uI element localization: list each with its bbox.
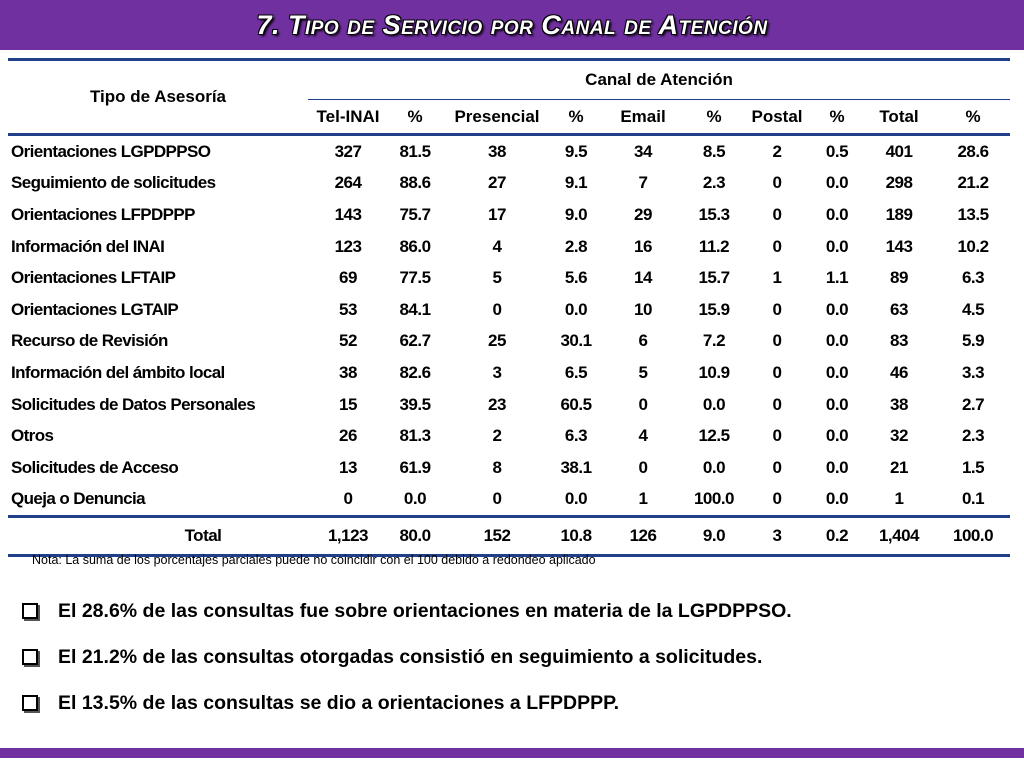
- table-cell: 83: [890, 331, 908, 351]
- table-cell: 21.2: [957, 173, 989, 193]
- table-cell: 13.5: [957, 204, 989, 224]
- table-row: [8, 420, 1010, 452]
- table-cell: 5.9: [961, 331, 985, 351]
- checkbox-square-icon: [22, 695, 38, 711]
- total-cell: 9.0: [686, 517, 742, 556]
- table-cell: 0: [772, 489, 782, 509]
- row-label: Otros: [11, 426, 54, 446]
- table-cell: 21: [890, 457, 908, 477]
- table-cell: 84.1: [399, 299, 431, 319]
- table-cell: 8.5: [702, 141, 726, 161]
- table-row: [8, 452, 1010, 484]
- table-cell: 39.5: [399, 394, 431, 414]
- bottom-bar: [0, 748, 1024, 758]
- total-row: [8, 517, 1010, 556]
- table-cell: 0: [772, 173, 782, 193]
- table-cell: 88.6: [399, 173, 431, 193]
- table-cell: 38: [890, 394, 908, 414]
- table-cell: 0.0: [564, 299, 588, 319]
- table-cell: 0.0: [825, 394, 849, 414]
- total-cell: 10.8: [552, 517, 600, 556]
- table-cell: 81.3: [399, 426, 431, 446]
- checkbox-square-icon: [22, 603, 38, 619]
- column-header: Email: [600, 100, 686, 135]
- bullet-item: [22, 634, 1002, 680]
- total-label: Total: [8, 517, 308, 556]
- table-cell: 30.1: [560, 331, 592, 351]
- table-cell: 0.0: [825, 457, 849, 477]
- table-cell: 81.5: [399, 141, 431, 161]
- table-cell: 0: [772, 457, 782, 477]
- table-cell: 0.0: [403, 489, 427, 509]
- row-label: Orientaciones LFPDPPP: [11, 204, 195, 224]
- table-cell: 15.9: [698, 299, 730, 319]
- table-cell: 4: [492, 236, 502, 256]
- table-cell: 264: [334, 173, 362, 193]
- bullet-text: El 21.2% de las consultas otorgadas consistió en seguimiento a solicitudes.: [58, 645, 763, 668]
- table-cell: 62.7: [399, 331, 431, 351]
- table-cell: 0.0: [825, 236, 849, 256]
- table-cell: 401: [885, 141, 913, 161]
- table-cell: 38: [339, 362, 357, 382]
- table-row: [8, 326, 1010, 358]
- table-cell: 2.3: [702, 173, 726, 193]
- table-cell: 15: [339, 394, 357, 414]
- table-cell: 298: [885, 173, 913, 193]
- table-cell: 29: [634, 204, 652, 224]
- table-cell: 53: [339, 299, 357, 319]
- total-cell: 0.2: [812, 517, 862, 556]
- table-cell: 0.0: [825, 299, 849, 319]
- table-cell: 23: [488, 394, 506, 414]
- column-header: %: [552, 100, 600, 135]
- table-cell: 0: [772, 426, 782, 446]
- table-cell: 6.3: [564, 426, 588, 446]
- table-cell: 60.5: [560, 394, 592, 414]
- table-cell: 6.5: [564, 362, 588, 382]
- table-cell: 89: [890, 268, 908, 288]
- table-cell: 4: [638, 426, 648, 446]
- table-cell: 12.5: [698, 426, 730, 446]
- row-label: Información del INAI: [11, 236, 165, 256]
- table-cell: 0: [492, 489, 502, 509]
- table-cell: 0: [772, 362, 782, 382]
- table-cell: 27: [488, 173, 506, 193]
- table-cell: 15.3: [698, 204, 730, 224]
- table-row: [8, 389, 1010, 421]
- table-cell: 0: [638, 394, 648, 414]
- column-header: Postal: [742, 100, 812, 135]
- table-cell: 52: [339, 331, 357, 351]
- table-cell: 3.3: [961, 362, 985, 382]
- table-cell: 69: [339, 268, 357, 288]
- table-cell: 75.7: [399, 204, 431, 224]
- table-cell: 7: [638, 173, 648, 193]
- table-row: [8, 135, 1010, 168]
- table-cell: 5: [492, 268, 502, 288]
- table-cell: 10: [634, 299, 652, 319]
- group-header: Canal de Atención: [308, 60, 1010, 100]
- table-cell: 189: [885, 204, 913, 224]
- table-row: [8, 199, 1010, 231]
- table-row: [8, 262, 1010, 294]
- table-cell: 0.0: [825, 331, 849, 351]
- table-cell: 0.0: [564, 489, 588, 509]
- bullet-text: El 13.5% de las consultas se dio a orientaciones a LFPDPPP.: [58, 691, 620, 714]
- row-label: Recurso de Revisión: [11, 331, 168, 351]
- table-cell: 6: [638, 331, 648, 351]
- table-row: [8, 484, 1010, 517]
- table-cell: 1: [772, 268, 782, 288]
- title-bar: [0, 0, 1024, 50]
- table-cell: 0.0: [702, 394, 726, 414]
- row-label: Seguimiento de solicitudes: [11, 173, 216, 193]
- table-cell: 0.0: [825, 173, 849, 193]
- table-cell: 4.5: [961, 299, 985, 319]
- table-cell: 143: [334, 204, 362, 224]
- table-cell: 2: [772, 141, 782, 161]
- table-cell: 82.6: [399, 362, 431, 382]
- row-label: Orientaciones LFTAIP: [11, 268, 176, 288]
- table-cell: 25: [488, 331, 506, 351]
- table-body: [8, 135, 1010, 517]
- total-cell: 1,123: [308, 517, 388, 556]
- total-cell: 1,404: [862, 517, 936, 556]
- table-cell: 5.6: [564, 268, 588, 288]
- table-cell: 0: [772, 204, 782, 224]
- table-cell: 2.7: [961, 394, 985, 414]
- table-cell: 38.1: [560, 457, 592, 477]
- table-cell: 0: [772, 331, 782, 351]
- table-cell: 123: [334, 236, 362, 256]
- table-cell: 327: [334, 141, 362, 161]
- table-cell: 0: [638, 457, 648, 477]
- table-cell: 2: [492, 426, 502, 446]
- table-cell: 6.3: [961, 268, 985, 288]
- table-cell: 34: [634, 141, 652, 161]
- total-cell: 152: [442, 517, 552, 556]
- total-cell: 100.0: [936, 517, 1010, 556]
- bullet-item: [22, 588, 1002, 634]
- total-cell: 126: [600, 517, 686, 556]
- row-header: Tipo de Asesoría: [8, 60, 308, 135]
- summary-bullets: [22, 588, 1002, 726]
- table-cell: 10.9: [698, 362, 730, 382]
- row-label: Solicitudes de Datos Personales: [11, 394, 256, 414]
- table-cell: 77.5: [399, 268, 431, 288]
- table-cell: 8: [492, 457, 502, 477]
- column-header: Total: [862, 100, 936, 135]
- table-cell: 28.6: [957, 141, 989, 161]
- table-cell: 0.0: [825, 204, 849, 224]
- table-row: [8, 231, 1010, 263]
- row-label: Información del ámbito local: [11, 362, 225, 382]
- table-cell: 61.9: [399, 457, 431, 477]
- table-row: [8, 357, 1010, 389]
- table-cell: 5: [638, 362, 648, 382]
- table-cell: 14: [634, 268, 652, 288]
- table-cell: 9.0: [564, 204, 588, 224]
- row-label: Orientaciones LGPDPPSO: [11, 141, 211, 161]
- table-cell: 32: [890, 426, 908, 446]
- table-cell: 1: [894, 489, 904, 509]
- table-cell: 0: [772, 236, 782, 256]
- table-cell: 46: [890, 362, 908, 382]
- table-cell: 0.1: [961, 489, 985, 509]
- table-cell: 100.0: [693, 489, 735, 509]
- table-cell: 11.2: [698, 236, 730, 256]
- table-cell: 9.1: [564, 173, 588, 193]
- table-cell: 1.1: [825, 268, 849, 288]
- table-cell: 15.7: [698, 268, 730, 288]
- table-cell: 0: [343, 489, 353, 509]
- checkbox-square-icon: [22, 649, 38, 665]
- data-table-wrap: [8, 58, 1010, 557]
- table-cell: 63: [890, 299, 908, 319]
- table-cell: 0.0: [825, 362, 849, 382]
- table-cell: 16: [634, 236, 652, 256]
- column-header: %: [936, 100, 1010, 135]
- table-cell: 0.0: [702, 457, 726, 477]
- table-cell: 7.2: [702, 331, 726, 351]
- table-cell: 86.0: [399, 236, 431, 256]
- total-cell: 80.0: [388, 517, 442, 556]
- table-cell: 0: [492, 299, 502, 319]
- table-cell: 0: [772, 394, 782, 414]
- row-label: Queja o Denuncia: [11, 489, 145, 509]
- service-channel-table: [8, 58, 1010, 557]
- bullet-item: [22, 680, 1002, 726]
- table-cell: 2.8: [564, 236, 588, 256]
- table-cell: 3: [492, 362, 502, 382]
- bullet-text: El 28.6% de las consultas fue sobre orientaciones en materia de la LGPDPPSO.: [58, 599, 792, 622]
- table-cell: 13: [339, 457, 357, 477]
- column-header: %: [812, 100, 862, 135]
- table-cell: 1.5: [961, 457, 985, 477]
- table-cell: 0.0: [825, 426, 849, 446]
- row-label: Solicitudes de Acceso: [11, 457, 179, 477]
- row-label: Orientaciones LGTAIP: [11, 299, 179, 319]
- table-row: [8, 168, 1010, 200]
- column-header: Tel-INAI: [308, 100, 388, 135]
- table-cell: 0.5: [825, 141, 849, 161]
- table-cell: 17: [488, 204, 506, 224]
- total-cell: 3: [742, 517, 812, 556]
- table-cell: 1: [638, 489, 648, 509]
- table-cell: 2.3: [961, 426, 985, 446]
- table-cell: 0: [772, 299, 782, 319]
- table-cell: 10.2: [957, 236, 989, 256]
- column-header: Presencial: [442, 100, 552, 135]
- column-header: %: [686, 100, 742, 135]
- page-title: 7. Tipo de Servicio por Canal de Atención: [256, 9, 768, 40]
- footnote: Nota: La suma de los porcentajes parciales puede no coincidir con el 100 debido a redondeo aplicado: [32, 553, 596, 567]
- column-header: %: [388, 100, 442, 135]
- table-cell: 26: [339, 426, 357, 446]
- table-cell: 38: [488, 141, 506, 161]
- table-row: [8, 294, 1010, 326]
- table-cell: 143: [885, 236, 913, 256]
- table-cell: 9.5: [564, 141, 588, 161]
- table-cell: 0.0: [825, 489, 849, 509]
